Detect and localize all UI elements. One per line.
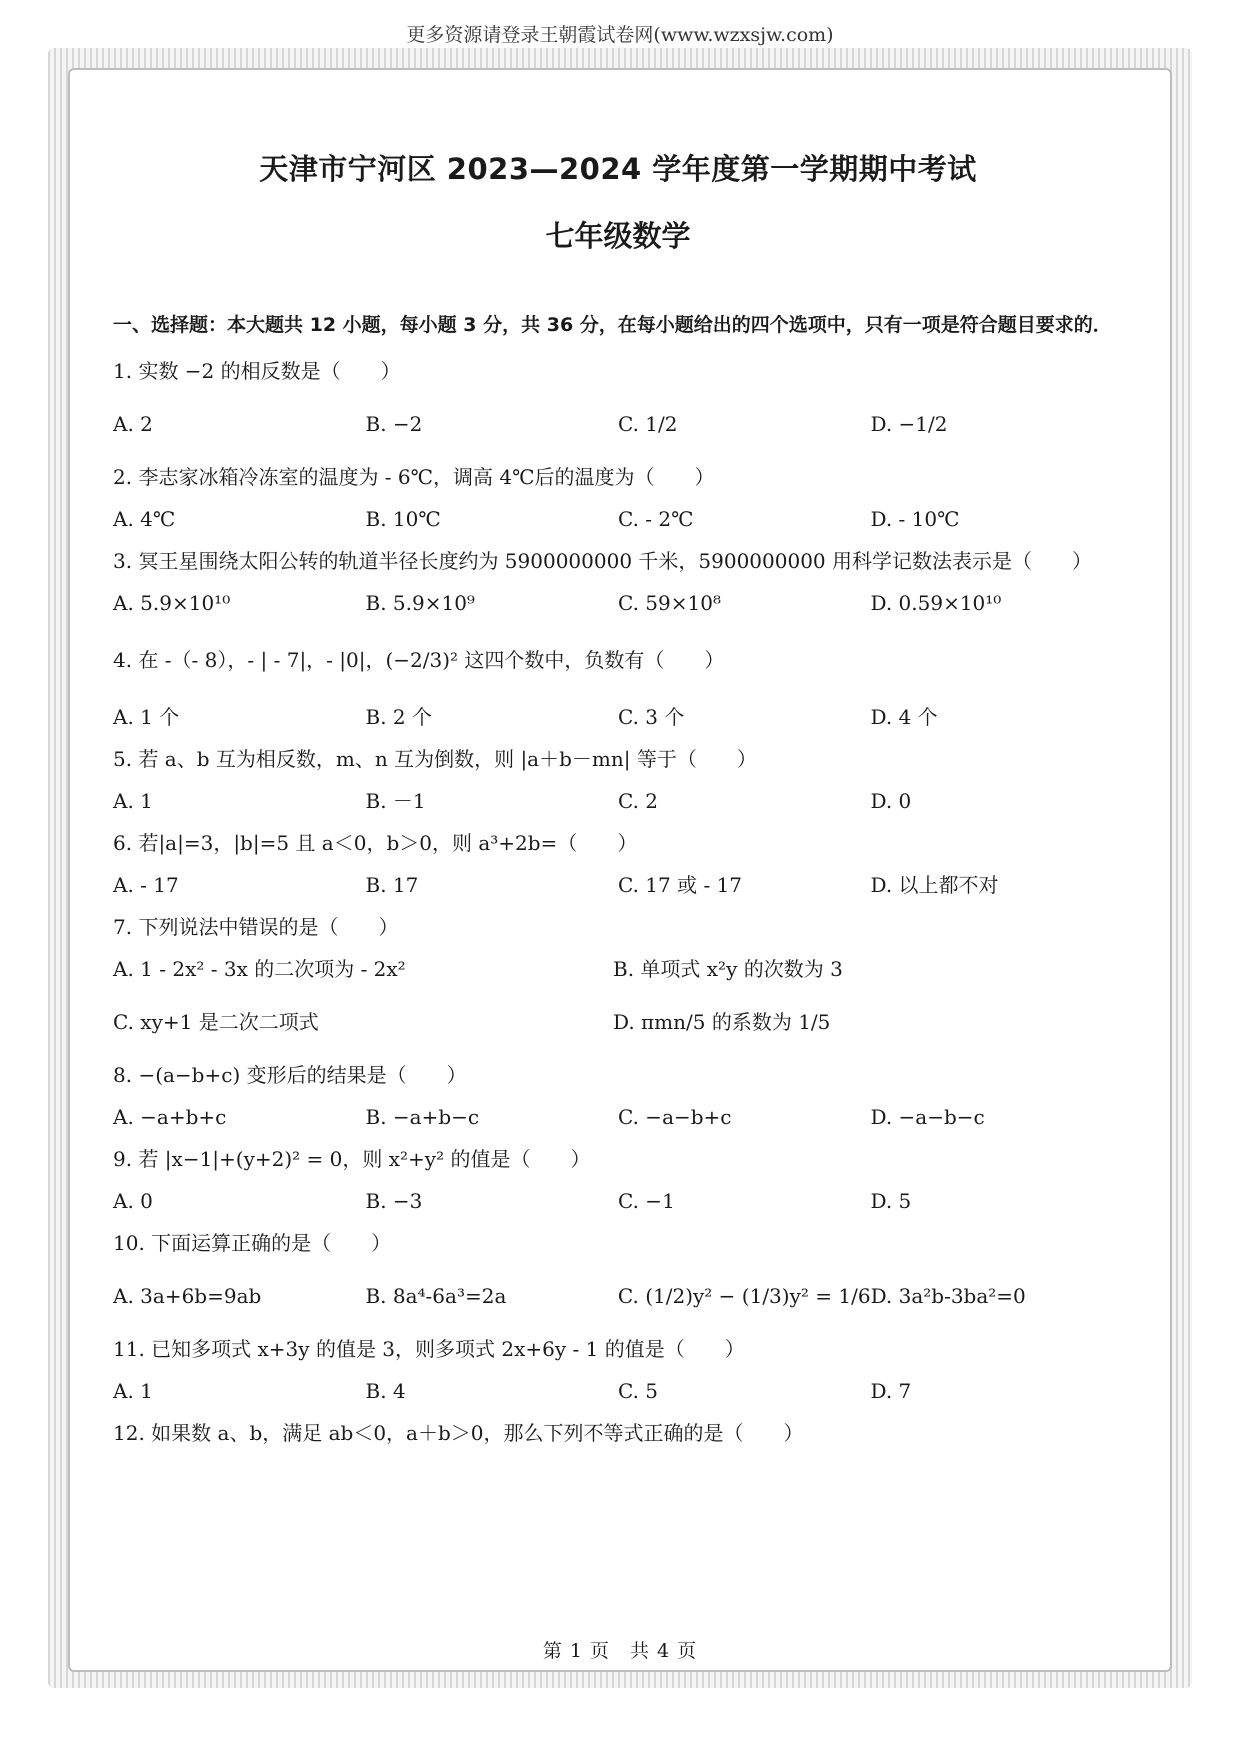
option: C. 2: [618, 789, 659, 814]
option: B. 单项式 x²y 的次数为 3: [613, 957, 843, 982]
question-1: 1. 实数 −2 的相反数是（ ）: [113, 359, 401, 384]
question-7: 7. 下列说法中错误的是（ ）: [113, 915, 399, 940]
option: B. −a+b−c: [365, 1105, 480, 1130]
options-8: [113, 1096, 1123, 1138]
option: C. 3 个: [618, 705, 685, 730]
option: C. 17 或 - 17: [618, 873, 743, 898]
option: A. 5.9×10¹⁰: [113, 591, 231, 616]
option: B. 17: [365, 873, 419, 898]
option: A. 1: [113, 1379, 153, 1404]
option: D. 3a²b-3ba²=0: [870, 1284, 1026, 1309]
options-7a: [113, 948, 1123, 990]
option: A. 1: [113, 789, 153, 814]
option: C. 59×10⁸: [618, 591, 721, 616]
exam-content: [113, 140, 1123, 1454]
option: B. 8a⁴-6a³=2a: [365, 1284, 507, 1309]
option: C. −a−b+c: [618, 1105, 732, 1130]
options-11: [113, 1370, 1123, 1412]
question-9: 9. 若 |x−1|+(y+2)² = 0，则 x²+y² 的值是（ ）: [113, 1147, 591, 1172]
options-7b: [113, 990, 1123, 1054]
options-1: [113, 392, 1123, 456]
question-4: 4. 在 -（- 8），- | - 7|，- |0|，(−2/3)² 这四个数中，负数有（ ）: [113, 648, 725, 673]
option: A. 3a+6b=9ab: [113, 1284, 262, 1309]
options-2: [113, 498, 1123, 540]
option: A. 2: [113, 412, 153, 437]
question-8: 8. −(a−b+c) 变形后的结果是（ ）: [113, 1063, 467, 1088]
option: D. 以上都不对: [870, 873, 999, 898]
exam-subtitle: 七年级数学: [545, 219, 691, 254]
options-6: [113, 864, 1123, 906]
option: A. 1 - 2x² - 3x 的二次项为 - 2x²: [113, 957, 406, 982]
question-2: 2. 李志家冰箱冷冻室的温度为 - 6℃，调高 4℃后的温度为（ ）: [113, 465, 715, 490]
option: B. 4: [365, 1379, 406, 1404]
options-10: [113, 1264, 1123, 1328]
option: C. 1/2: [618, 412, 678, 437]
option: B. 2 个: [365, 705, 432, 730]
option: B. −3: [365, 1189, 423, 1214]
question-6: 6. 若|a|=3，|b|=5 且 a＜0，b＞0，则 a³+2b=（ ）: [113, 831, 638, 856]
option: A. −a+b+c: [113, 1105, 227, 1130]
question-3: 3. 冥王星围绕太阳公转的轨道半径长度约为 5900000000 千米，5900000000 用科学记数法表示是（ ）: [113, 549, 1093, 574]
options-9: [113, 1180, 1123, 1222]
option: A. 0: [113, 1189, 153, 1214]
option: D. −1/2: [870, 412, 948, 437]
option: D. 5: [870, 1189, 912, 1214]
option: D. 4 个: [870, 705, 938, 730]
option: C. xy+1 是二次二项式: [113, 1010, 319, 1035]
option: A. 4℃: [113, 507, 176, 532]
question-10: 10. 下面运算正确的是（ ）: [113, 1231, 392, 1256]
watermark: 更多资源请登录王朝霞试卷网(www.wzxsjw.com): [406, 24, 834, 46]
options-4: [113, 696, 1123, 738]
question-11: 11. 已知多项式 x+3y 的值是 3，则多项式 2x+6y - 1 的值是（ ）: [113, 1337, 745, 1362]
page-number: 第 1 页 共 4 页: [542, 1640, 698, 1662]
option: D. −a−b−c: [870, 1105, 985, 1130]
option: A. - 17: [113, 873, 179, 898]
option: B. 5.9×10⁹: [365, 591, 475, 616]
option: B. −2: [365, 412, 423, 437]
options-3: [113, 582, 1123, 624]
option: B. 10℃: [365, 507, 441, 532]
option: B. －1: [365, 789, 426, 814]
section-heading: 一、选择题：本大题共 12 小题，每小题 3 分，共 36 分，在每小题给出的四个选项中，只有一项是符合题目要求的．: [113, 314, 1112, 337]
option: D. - 10℃: [870, 507, 960, 532]
option: A. 1 个: [113, 705, 180, 730]
option: C. 5: [618, 1379, 659, 1404]
question-12: 12. 如果数 a、b，满足 ab＜0，a＋b＞0，那么下列不等式正确的是（ ）: [113, 1421, 804, 1446]
option: D. 0: [870, 789, 912, 814]
option: C. −1: [618, 1189, 675, 1214]
option: C. (1/2)y² − (1/3)y² = 1/6: [617, 1284, 871, 1309]
question-5: 5. 若 a、b 互为相反数，m、n 互为倒数，则 |a＋b－mn| 等于（ ）: [113, 747, 757, 772]
option: D. 7: [870, 1379, 912, 1404]
option: D. 0.59×10¹⁰: [870, 591, 1002, 616]
exam-title: 天津市宁河区 2023—2024 学年度第一学期期中考试: [259, 152, 977, 186]
option: D. πmn/5 的系数为 1/5: [613, 1010, 831, 1035]
option: C. - 2℃: [618, 507, 694, 532]
options-5: [113, 780, 1123, 822]
